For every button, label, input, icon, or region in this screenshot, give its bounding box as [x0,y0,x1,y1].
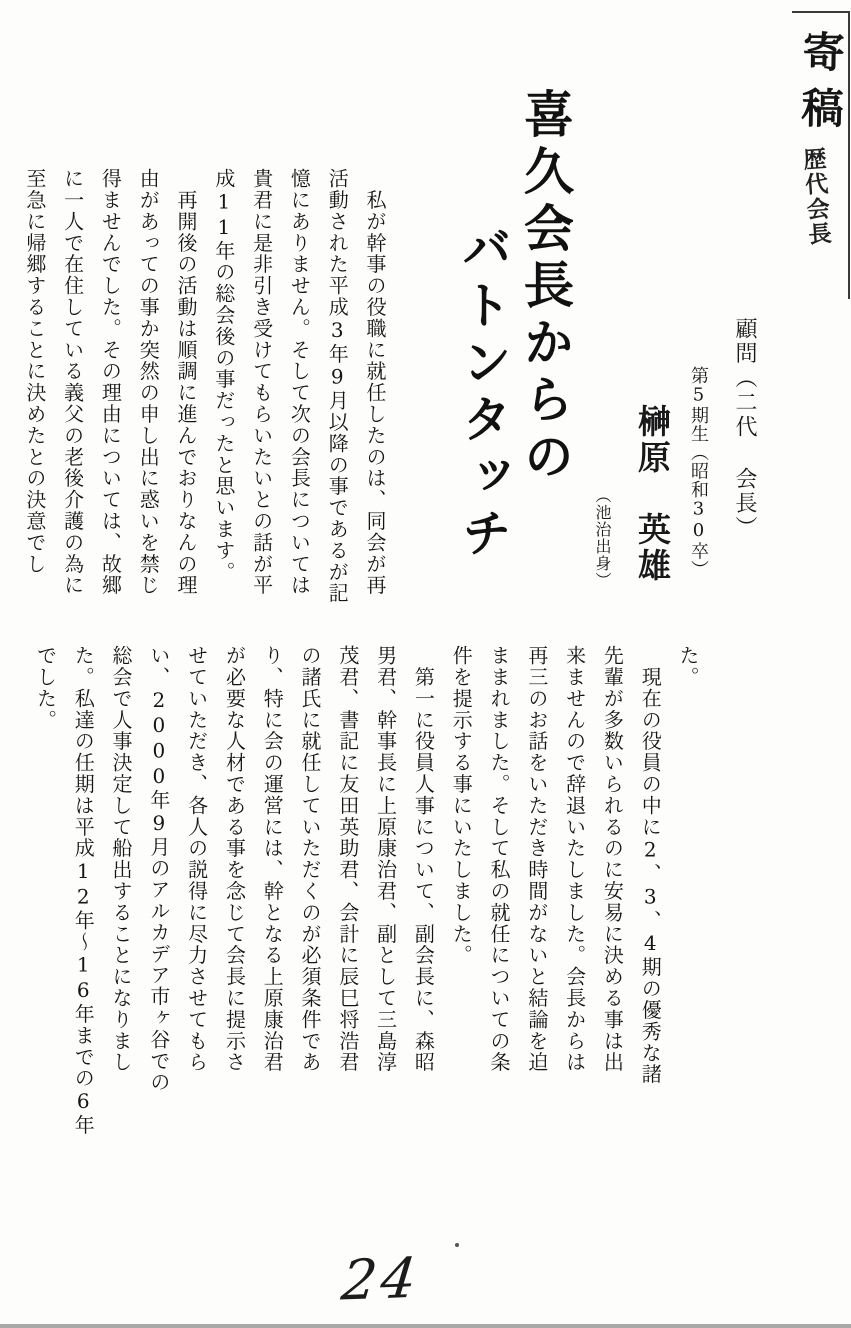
text-column: り、特に会の運営には、幹となる上原康治君 [260,645,285,1073]
body-lower-paragraphs [27,645,706,1136]
text-column: 憶にありません。そして次の会長については [287,168,312,596]
text-column: い、2000年9月のアルカデア市ヶ谷での [146,645,171,1093]
contribution-header: 寄稿 [795,29,846,143]
text-column: 得ませんでした。その理由については、故郷 [98,168,123,596]
text-column: 先輩が多数いられるのに安易に決める事は出 [600,645,625,1073]
text-column: が必要な人材である事を念じて会長に提示さ [222,645,247,1073]
text-column: 茂君、書記に友田英助君、会計に辰巳将浩君 [335,645,360,1073]
scan-bottom-edge [0,1324,851,1328]
page-number: 24 [338,1245,424,1313]
text-column: ままれました。そして私の就任についての条 [487,645,512,1073]
text-column: 再開後の活動は順調に進んでおりなんの理 [174,168,199,596]
text-column: 件を提示する事にいたしました。 [449,645,474,966]
text-column: 再三のお話をいただき時間がないと結論を迫 [524,645,549,1073]
text-column: た。私達の任期は平成12年〜16年までの6年 [71,645,96,1136]
article-title [452,88,576,564]
author-origin: （池治出身） [593,487,612,589]
author-class-info: 第5期生（昭和30卒） [688,366,709,579]
text-column: 私が幹事の役職に就任したのは、同会が再 [363,168,387,596]
text-column: 総会で人事決定して船出することになりまし [109,645,134,1073]
text-column: 貴君に是非引き受けてもらいたいとの話が平 [249,168,274,596]
author-name: 榊原 英雄 [633,404,672,584]
article-title-line1: 喜久会長からの [516,88,575,487]
text-column: せていただき、各人の説得に尽力させてもら [184,645,209,1073]
text-column: 来ませんので辞退いたしました。会長からは [562,645,587,1073]
text-column: 現在の役員の中に2、3、4期の優秀な諸 [638,645,663,1085]
text-column: 活動された平成3年9月以降の事であるが記 [325,168,350,604]
text-column: 由があっての事か突然の申し出に惑いを禁じ [136,168,161,596]
author-role: 顧問（二代 会長） [732,317,757,541]
series-label: 歴代会長 [798,146,833,248]
text-column: の諸氏に就任していただくのが必須条件であ [298,645,323,1073]
text-column: 至急に帰郷することに決めたとの決意でし [22,168,47,575]
article-title-line2: バトンタッチ [454,222,513,564]
text-column: でした。 [33,645,58,731]
text-column: 成11年の総会後の事だったと思います。 [211,168,236,583]
text-column: た。 [676,645,700,688]
body-upper-paragraphs [14,168,393,620]
text-column: 第一に役員人事について、副会長に、森昭 [411,645,436,1073]
text-column: 男君、幹事長に上原康治君、副として三島淳 [373,645,398,1073]
text-column: に一人で在住している義父の老後介護の為に [60,168,85,596]
scan-ink-dot [455,1243,459,1247]
